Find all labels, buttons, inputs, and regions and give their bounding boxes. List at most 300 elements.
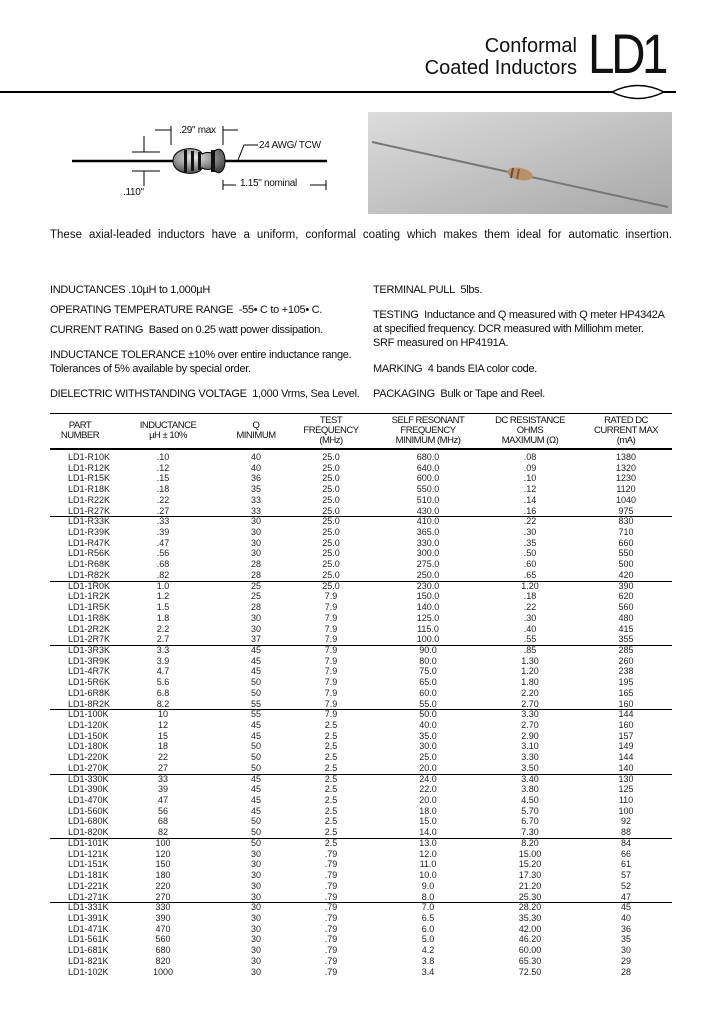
cell-dc-resistance: .22 [523,516,537,527]
spec-dielectric [50,387,360,401]
cell-test-frequency: 7.9 [324,666,338,677]
cell-rated-current: 125 [618,784,634,795]
cell-test-frequency: 2.5 [324,805,338,816]
cell-dc-resistance: .14 [523,494,537,505]
cell-srf-minimum: 600.0 [416,473,440,484]
cell-dc-resistance: .18 [523,591,537,602]
cell-q-minimum: 30 [250,848,261,859]
cell-part-number: LD1-R47K [68,537,111,548]
spec-value: ±10% over entire inductance range. [187,349,352,361]
cell-dc-resistance: 3.40 [521,773,539,784]
cell-inductance: 680 [155,945,171,956]
header-rule [0,80,720,104]
cell-srf-minimum: 13.0 [419,837,437,848]
cell-q-minimum: 50 [250,687,261,698]
cell-inductance: 100 [155,837,171,848]
cell-part-number: LD1-R18K [68,484,111,495]
cell-q-minimum: 55 [250,698,261,709]
cell-part-number: LD1-101K [68,837,109,848]
cell-q-minimum: 30 [250,870,261,881]
spec-label: PACKAGING [373,388,435,400]
cell-test-frequency: 7.9 [324,677,338,688]
cell-part-number: LD1-R12K [68,462,111,473]
cell-inductance: .27 [156,505,170,516]
cell-part-number: LD1-331K [68,902,109,913]
cell-dc-resistance: .50 [523,548,537,559]
cell-inductance: 1000 [152,966,174,977]
cell-test-frequency: .79 [324,934,338,945]
cell-part-number: LD1-3R9K [68,655,111,666]
cell-rated-current: 40 [620,912,631,923]
cell-dc-resistance: .22 [523,602,537,613]
cell-test-frequency: 7.9 [324,644,338,655]
cell-part-number: LD1-561K [68,934,109,945]
cell-srf-minimum: 250.0 [416,569,440,580]
cell-part-number: LD1-150K [68,730,109,741]
cell-test-frequency: .79 [324,848,338,859]
cell-test-frequency: 2.5 [324,752,338,763]
cell-rated-current: 1230 [615,473,637,484]
cell-rated-current: 195 [618,677,634,688]
cell-q-minimum: 45 [250,795,261,806]
cell-srf-minimum: 20.0 [419,762,437,773]
cell-part-number: LD1-6R8K [68,687,111,698]
cell-inductance: 22 [157,752,168,763]
cell-dc-resistance: .35 [523,537,537,548]
cell-inductance: 15 [157,730,168,741]
cell-q-minimum: 28 [250,569,261,580]
cell-dc-resistance: 72.50 [518,966,542,977]
cell-inductance: .68 [156,559,170,570]
table-header-rule [50,448,672,450]
cell-test-frequency: 2.5 [324,741,338,752]
cell-test-frequency: 25.0 [322,505,340,516]
cell-rated-current: 390 [618,580,634,591]
cell-inductance: 47 [157,795,168,806]
cell-rated-current: 144 [618,709,634,720]
cell-rated-current: 57 [620,870,631,881]
cell-q-minimum: 30 [250,902,261,913]
cell-part-number: LD1-R22K [68,494,111,505]
cell-srf-minimum: 15.0 [419,816,437,827]
spec-value: Based on 0.25 watt power dissipation. [148,324,323,336]
cell-test-frequency: 25.0 [322,462,340,473]
cell-q-minimum: 35 [250,484,261,495]
cell-part-number: LD1-5R6K [68,677,111,688]
cell-srf-minimum: 50.0 [419,709,437,720]
cell-part-number: LD1-1R8K [68,612,111,623]
cell-rated-current: 550 [618,548,634,559]
cell-rated-current: 415 [618,623,634,634]
cell-rated-current: 710 [618,527,634,538]
cell-srf-minimum: 30.0 [419,741,437,752]
cell-dc-resistance: .16 [523,505,537,516]
cell-inductance: .56 [156,548,170,559]
cell-dc-resistance: 60.00 [518,945,542,956]
cell-dc-resistance: 3.30 [521,709,539,720]
cell-rated-current: 160 [618,698,634,709]
cell-rated-current: 260 [618,655,634,666]
cell-dc-resistance: .08 [523,452,537,462]
spec-value: 5lbs. [460,284,483,296]
cell-rated-current: 84 [620,837,631,848]
cell-test-frequency: 7.9 [324,687,338,698]
cell-part-number: LD1-R82K [68,569,111,580]
cell-rated-current: 149 [618,741,634,752]
cell-q-minimum: 25 [250,580,261,591]
cell-dc-resistance: .30 [523,527,537,538]
cell-dc-resistance: .12 [523,484,537,495]
cell-rated-current: 92 [620,816,631,827]
cell-test-frequency: 7.9 [324,602,338,613]
cell-test-frequency: 2.5 [324,816,338,827]
cell-srf-minimum: 3.4 [421,966,435,977]
cell-dc-resistance: 15.20 [518,859,542,870]
cell-q-minimum: 37 [250,634,261,645]
cell-part-number: LD1-1R2K [68,591,111,602]
cell-dc-resistance: 1.20 [521,580,539,591]
cell-test-frequency: .79 [324,891,338,902]
cell-rated-current: 100 [618,805,634,816]
cell-dc-resistance: 3.30 [521,752,539,763]
cell-dc-resistance: 28.20 [518,902,542,913]
cell-test-frequency: 25.0 [322,484,340,495]
cell-inductance: 12 [157,720,168,730]
cell-rated-current: 560 [618,602,634,613]
cell-srf-minimum: 275.0 [416,559,440,570]
cell-q-minimum: 45 [250,730,261,741]
cell-q-minimum: 30 [250,955,261,966]
cell-part-number: LD1-221K [68,880,109,891]
cell-dc-resistance: 6.70 [521,816,539,827]
cell-rated-current: 140 [618,762,634,773]
cell-inductance: 390 [155,912,171,923]
cell-test-frequency: .79 [324,859,338,870]
column-header-line: MAXIMUM (Ω) [501,435,559,446]
lead-length-label: 1.15" nominal [240,178,297,189]
cell-dc-resistance: 1.30 [521,655,539,666]
cell-part-number: LD1-820K [68,827,109,838]
cell-part-number: LD1-151K [68,859,109,870]
cell-inductance: 120 [155,848,171,859]
cell-q-minimum: 28 [250,602,261,613]
cell-part-number: LD1-R33K [68,516,111,527]
cell-inductance: 8.2 [156,698,170,709]
column-header-line: FREQUENCY [303,425,359,436]
cell-rated-current: 45 [620,902,631,913]
cell-rated-current: 238 [618,666,634,677]
cell-rated-current: 30 [620,945,631,956]
cell-inductance: 1.8 [156,612,170,623]
cell-rated-current: 480 [618,612,634,623]
spec-value: Tolerances of 5% available by special order. [50,363,251,375]
series-name: LD1 [588,22,666,85]
column-header-srf-minimum [373,416,483,446]
cell-test-frequency: 2.5 [324,827,338,838]
cell-inductance: 39 [157,784,168,795]
cell-dc-resistance: 2.70 [521,698,539,709]
table-top-rule [50,413,672,414]
cell-rated-current: 88 [620,827,631,838]
cell-part-number: LD1-390K [68,784,109,795]
cell-q-minimum: 50 [250,752,261,763]
cell-q-minimum: 40 [250,462,261,473]
cell-dc-resistance: 4.50 [521,795,539,806]
column-header-dc-resistance [475,416,585,446]
cell-q-minimum: 30 [250,859,261,870]
spec-inductances [50,283,210,297]
spec-label: INDUCTANCE TOLERANCE [50,349,186,361]
cell-dc-resistance: 7.30 [521,827,539,838]
cell-srf-minimum: 125.0 [416,612,440,623]
cell-part-number: LD1-120K [68,720,109,730]
column-header-line: DC RESISTANCE [495,415,565,426]
cell-rated-current: 52 [620,880,631,891]
cell-srf-minimum: 680.0 [416,452,440,462]
cell-test-frequency: 25.0 [322,559,340,570]
cell-srf-minimum: 5.0 [421,934,435,945]
spec-value: at specified frequency. DCR measured with Milliohm meter. [373,323,644,335]
cell-dc-resistance: .65 [523,569,537,580]
cell-q-minimum: 50 [250,762,261,773]
cell-inductance: .18 [156,484,170,495]
spec-value: 4 bands EIA color code. [427,363,538,375]
cell-part-number: LD1-R68K [68,559,111,570]
cell-dc-resistance: .10 [523,473,537,484]
cell-test-frequency: 7.9 [324,623,338,634]
cell-rated-current: 29 [620,955,631,966]
cell-part-number: LD1-2R2K [68,623,111,634]
title-line-2: Coated Inductors [424,57,577,79]
cell-q-minimum: 28 [250,559,261,570]
cell-srf-minimum: 14.0 [419,827,437,838]
cell-test-frequency: 25.0 [322,452,340,462]
cell-q-minimum: 30 [250,912,261,923]
cell-part-number: LD1-1R0K [68,580,111,591]
spec-label: TERMINAL PULL [373,284,455,296]
cell-srf-minimum: 640.0 [416,462,440,473]
cell-srf-minimum: 60.0 [419,687,437,698]
cell-srf-minimum: 18.0 [419,805,437,816]
cell-q-minimum: 30 [250,945,261,956]
cell-q-minimum: 30 [250,612,261,623]
cell-part-number: LD1-4R7K [68,666,111,677]
cell-part-number: LD1-271K [68,891,109,902]
product-description: These axial-leaded inductors have a uniform, conformal coating which makes them ideal for automatic insertion. [50,229,672,241]
cell-dc-resistance: 25.30 [518,891,542,902]
cell-q-minimum: 40 [250,452,261,462]
cell-q-minimum: 50 [250,741,261,752]
cell-q-minimum: 30 [250,966,261,977]
cell-dc-resistance: 2.20 [521,687,539,698]
cell-dc-resistance: 3.50 [521,762,539,773]
cell-test-frequency: 7.9 [324,612,338,623]
cell-inductance: 3.9 [156,655,170,666]
cell-inductance: 220 [155,880,171,891]
cell-srf-minimum: 9.0 [421,880,435,891]
cell-srf-minimum: 75.0 [419,666,437,677]
cell-part-number: LD1-220K [68,752,109,763]
cell-part-number: LD1-330K [68,773,109,784]
cell-inductance: 2.2 [156,623,170,634]
spec-marking [373,362,537,376]
column-header-rated-current [571,416,681,446]
cell-srf-minimum: 365.0 [416,527,440,538]
cell-rated-current: 1320 [615,462,637,473]
cell-dc-resistance: 8.20 [521,837,539,848]
cell-q-minimum: 30 [250,891,261,902]
cell-srf-minimum: 6.0 [421,923,435,934]
wire-gauge-label: 24 AWG/ TCW [259,140,321,151]
spec-label: MARKING [373,363,423,375]
cell-rated-current: 35 [620,934,631,945]
cell-dc-resistance: 65.30 [518,955,542,966]
cell-q-minimum: 30 [250,923,261,934]
cell-q-minimum: 50 [250,837,261,848]
cell-rated-current: 620 [618,591,634,602]
cell-part-number: LD1-471K [68,923,109,934]
cell-rated-current: 1120 [616,484,636,495]
column-header-test-frequency [276,416,386,446]
cell-rated-current: 975 [618,505,634,516]
cell-dc-resistance: 35.30 [518,912,542,923]
cell-q-minimum: 45 [250,784,261,795]
cell-srf-minimum: 11.0 [419,859,437,870]
cell-q-minimum: 30 [250,527,261,538]
cell-part-number: LD1-821K [68,955,109,966]
column-header-line: FREQUENCY [400,425,456,436]
cell-inductance: 27 [157,762,168,773]
cell-part-number: LD1-121K [68,848,109,859]
cell-inductance: .47 [156,537,170,548]
cell-rated-current: 47 [620,891,631,902]
spec-label: TESTING [373,309,419,321]
cell-inductance: 68 [157,816,168,827]
cell-dc-resistance: 46.20 [518,934,542,945]
cell-q-minimum: 30 [250,623,261,634]
cell-inductance: 10 [157,709,168,720]
column-header-line: PART [68,420,92,431]
cell-inductance: 180 [155,870,171,881]
cell-test-frequency: .79 [324,902,338,913]
cell-inductance: 1.2 [156,591,170,602]
cell-srf-minimum: 4.2 [421,945,435,956]
cell-srf-minimum: 150.0 [416,591,440,602]
cell-inductance: .12 [156,462,170,473]
cell-part-number: LD1-270K [68,762,109,773]
title-line-1: Conformal [484,35,577,57]
cell-q-minimum: 30 [250,934,261,945]
cell-inductance: 3.3 [156,644,170,655]
cell-rated-current: 165 [618,687,634,698]
cell-part-number: LD1-391K [68,912,109,923]
spec-value: SRF measured on HP4191A. [373,337,509,349]
cell-q-minimum: 30 [250,880,261,891]
spec-packaging [373,387,545,401]
cell-inductance: .15 [156,473,170,484]
cell-srf-minimum: 35.0 [419,730,437,741]
cell-q-minimum: 25 [250,591,261,602]
cell-inductance: .82 [156,569,170,580]
cell-rated-current: 285 [618,644,634,655]
cell-inductance: 1.5 [156,602,170,613]
cell-part-number: LD1-470K [68,795,109,806]
spec-current-rating [50,323,323,337]
spec-value: .10µH to 1,000µH [128,284,210,296]
column-header-line: (mA) [616,435,636,446]
cell-srf-minimum: 22.0 [419,784,437,795]
cell-dc-resistance: .60 [523,559,537,570]
cell-q-minimum: 55 [250,709,261,720]
cell-q-minimum: 50 [250,677,261,688]
cell-part-number: LD1-180K [68,741,109,752]
column-header-line: INDUCTANCE [139,420,197,431]
spec-label: DIELECTRIC WITHSTANDING VOLTAGE [50,388,247,400]
cell-q-minimum: 45 [250,655,261,666]
cell-q-minimum: 45 [250,666,261,677]
column-header-line: NUMBER [60,430,100,441]
cell-test-frequency: 7.9 [324,655,338,666]
spec-value: Inductance and Q measured with Q meter HP4342A [424,309,665,321]
cell-srf-minimum: 115.0 [417,623,439,634]
column-header-line: MINIMUM [236,430,276,441]
cell-inductance: 150 [155,859,171,870]
cell-rated-current: 144 [618,752,634,763]
cell-test-frequency: 25.0 [322,537,340,548]
cell-inductance: 56 [157,805,168,816]
cell-srf-minimum: 80.0 [419,655,437,666]
cell-inductance: 270 [155,891,171,902]
spec-label: CURRENT RATING [50,324,144,336]
cell-inductance: 18 [157,741,168,752]
cell-test-frequency: .79 [324,923,338,934]
cell-inductance: 330 [155,902,171,913]
spec-value: 1,000 Vrms, Sea Level. [252,388,360,400]
cell-inductance: .39 [156,527,170,538]
cell-srf-minimum: 430.0 [416,505,440,516]
cell-dc-resistance: 2.90 [521,730,539,741]
cell-dc-resistance: 1.20 [521,666,539,677]
cell-inductance: .10 [156,452,170,462]
column-header-line: (MHz) [319,435,343,446]
cell-test-frequency: .79 [324,955,338,966]
cell-dc-resistance: 2.70 [521,720,539,730]
cell-srf-minimum: 550.0 [416,484,440,495]
cell-rated-current: 1380 [615,452,637,462]
cell-part-number: LD1-181K [68,870,109,881]
cell-dc-resistance: .30 [523,612,537,623]
cell-test-frequency: .79 [324,966,338,977]
spec-value: Bulk or Tape and Reel. [440,388,545,400]
cell-srf-minimum: 12.0 [419,848,437,859]
cell-srf-minimum: 230.0 [416,580,440,591]
cell-test-frequency: 25.0 [322,473,340,484]
cell-srf-minimum: 510.0 [416,494,440,505]
cell-rated-current: 355 [618,634,634,645]
cell-dc-resistance: .09 [523,462,537,473]
cell-q-minimum: 30 [250,516,261,527]
cell-part-number: LD1-8R2K [68,698,111,709]
cell-test-frequency: 2.5 [324,720,338,730]
cell-srf-minimum: 300.0 [416,548,440,559]
cell-part-number: LD1-560K [68,805,109,816]
cell-test-frequency: 7.9 [324,709,338,720]
cell-rated-current: 66 [620,848,631,859]
cell-dc-resistance: .40 [523,623,537,634]
cell-rated-current: 830 [618,516,634,527]
cell-test-frequency: 25.0 [322,516,340,527]
cell-q-minimum: 30 [250,548,261,559]
